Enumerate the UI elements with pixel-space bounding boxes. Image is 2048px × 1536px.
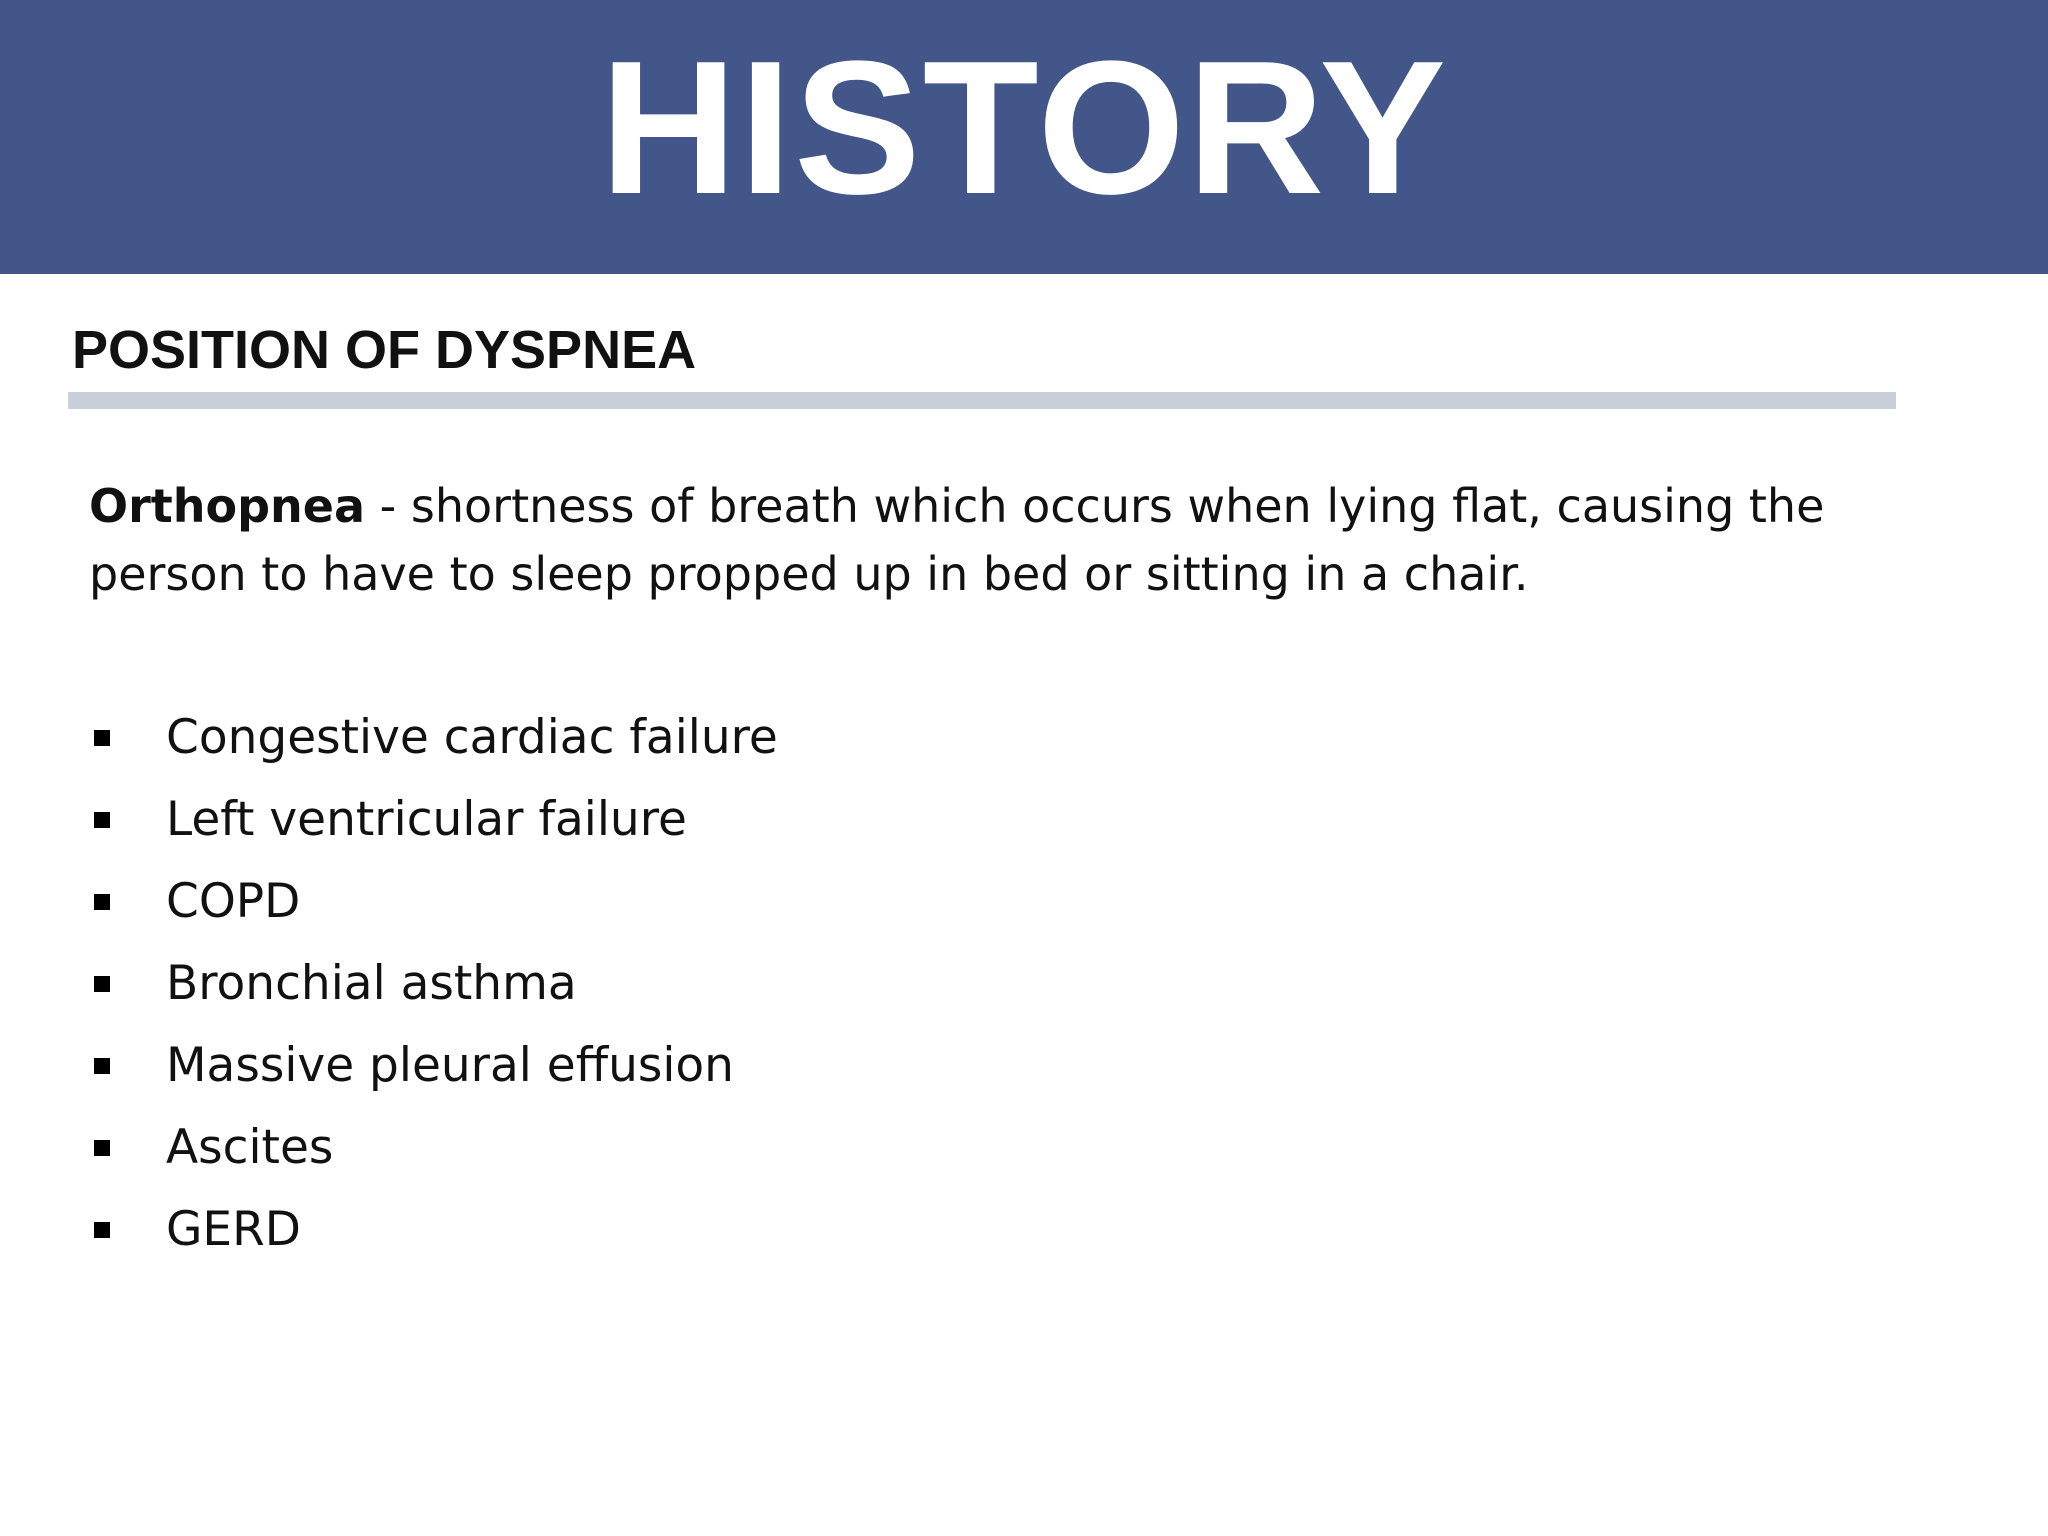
- square-bullet-icon: [94, 812, 110, 828]
- square-bullet-icon: [94, 730, 110, 746]
- heading-divider: [68, 392, 1896, 409]
- definition-term: Orthopnea: [89, 479, 366, 533]
- definition-text: shortness of breath which occurs when lying flat, causing the person to have to sleep propped up in bed or sitting in a chair.: [89, 479, 1825, 601]
- square-bullet-icon: [94, 1140, 110, 1156]
- list-item-text: GERD: [166, 1202, 301, 1257]
- square-bullet-icon: [94, 894, 110, 910]
- list-item-text: Ascites: [166, 1120, 334, 1175]
- definition-paragraph: [89, 472, 1949, 608]
- section-heading: POSITION OF DYSPNEA: [72, 320, 697, 380]
- list-item-text: COPD: [166, 874, 301, 929]
- slide-title: HISTORY: [599, 22, 1449, 234]
- list-item-text: Left ventricular failure: [166, 792, 687, 847]
- title-banner: [0, 0, 2048, 274]
- square-bullet-icon: [94, 976, 110, 992]
- list-item-text: Bronchial asthma: [166, 956, 577, 1011]
- definition-separator: -: [365, 479, 411, 533]
- list-item-text: Congestive cardiac failure: [166, 710, 778, 765]
- list-item-text: Massive pleural effusion: [166, 1038, 734, 1093]
- square-bullet-icon: [94, 1058, 110, 1074]
- square-bullet-icon: [94, 1222, 110, 1238]
